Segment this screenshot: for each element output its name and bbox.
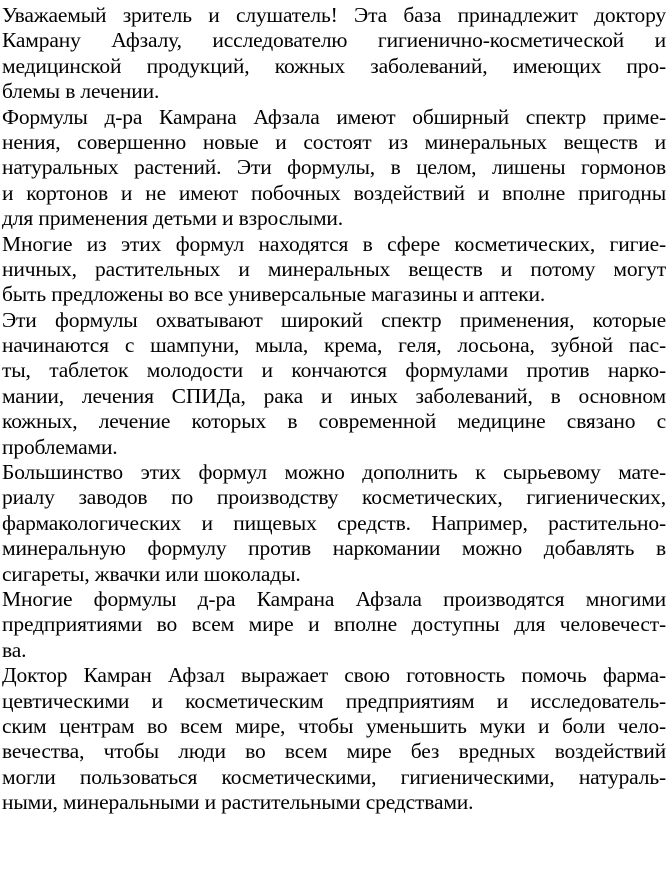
text-line: ничных, растительных и минеральных веществ и потому могут bbox=[2, 256, 666, 281]
text-line: Многие из этих формул находятся в сфере косметических, гигие- bbox=[2, 231, 666, 256]
text-line: Формулы д-ра Камрана Афзала имеют обширный спектр приме- bbox=[2, 104, 666, 129]
text-line: предприятиями во всем мире и вполне доступны для человечест- bbox=[2, 612, 666, 637]
text-line: Уважаемый зритель и слушатель! Эта база принадлежит доктору bbox=[2, 3, 666, 27]
paragraph-cosmetic-sphere bbox=[2, 232, 666, 308]
paragraph-raw-materials bbox=[2, 460, 666, 587]
text-line: медицинской продукций, кожных заболеваний, имеющих про- bbox=[2, 53, 666, 78]
text-line: цевтическими и косметическим предприятиям и исследователь- bbox=[2, 688, 666, 713]
text-line: вечества, чтобы люди во всем мире без вредных воздействий bbox=[2, 739, 666, 764]
text-line: ты, таблеток молодости и кончаются формулами против нарко- bbox=[2, 358, 666, 383]
text-line: кожных, лечение которых в современной медицине связано с bbox=[2, 409, 666, 434]
text-line: сигареты, жвачки или шоколады. bbox=[2, 561, 301, 586]
text-line: для применения детьми и взрослыми. bbox=[2, 206, 343, 231]
text-line: Доктор Камран Афзал выражает свою готовность помочь фарма- bbox=[2, 663, 666, 688]
text-line: минеральную формулу против наркомании можно добавлять в bbox=[2, 536, 666, 561]
text-line: Камрану Афзалу, исследователю гигиенично-косметической и bbox=[2, 28, 666, 53]
text-line: начинаются с шампуни, мыла, крема, геля, лосьона, зубной пас- bbox=[2, 333, 666, 358]
text-line: натуральных растений. Эти формулы, в целом, лишены гормонов bbox=[2, 155, 666, 180]
text-line: риалу заводов по производству косметических, гигиенических, bbox=[2, 485, 666, 510]
text-line: Эти формулы охватывают широкий спектр применения, которые bbox=[2, 307, 666, 332]
paragraph-production bbox=[2, 587, 666, 663]
paragraph-offer-of-help bbox=[2, 663, 666, 815]
text-line: нения, совершенно новые и состоят из минеральных веществ и bbox=[2, 129, 666, 154]
text-line: фармакологических и пищевых средств. Например, растительно- bbox=[2, 510, 666, 535]
text-line: блемы в лечении. bbox=[2, 79, 160, 104]
text-line: и кортонов и не имеют побочных воздействий и вполне пригодны bbox=[2, 180, 666, 205]
document-page bbox=[2, 3, 666, 816]
text-line: проблемами. bbox=[2, 434, 118, 459]
paragraph-greeting bbox=[2, 3, 666, 105]
text-line: ва. bbox=[2, 637, 27, 662]
text-line: Большинство этих формул можно дополнить к сырьевому мате- bbox=[2, 460, 666, 485]
text-line: могли пользоваться косметическими, гигиеническими, натураль- bbox=[2, 764, 666, 789]
text-line: мании, лечения СПИДа, рака и иных заболеваний, в основном bbox=[2, 383, 666, 408]
paragraph-formula-scope bbox=[2, 105, 666, 232]
text-line: ским центрам во всем мире, чтобы уменьшить муки и боли чело- bbox=[2, 713, 666, 738]
text-line: быть предложены во все универсальные магазины и аптеки. bbox=[2, 282, 546, 307]
text-line: ными, минеральными и растительными средствами. bbox=[2, 790, 474, 815]
paragraph-application-range bbox=[2, 308, 666, 460]
text-line: Многие формулы д-ра Камрана Афзала производятся многими bbox=[2, 586, 666, 611]
